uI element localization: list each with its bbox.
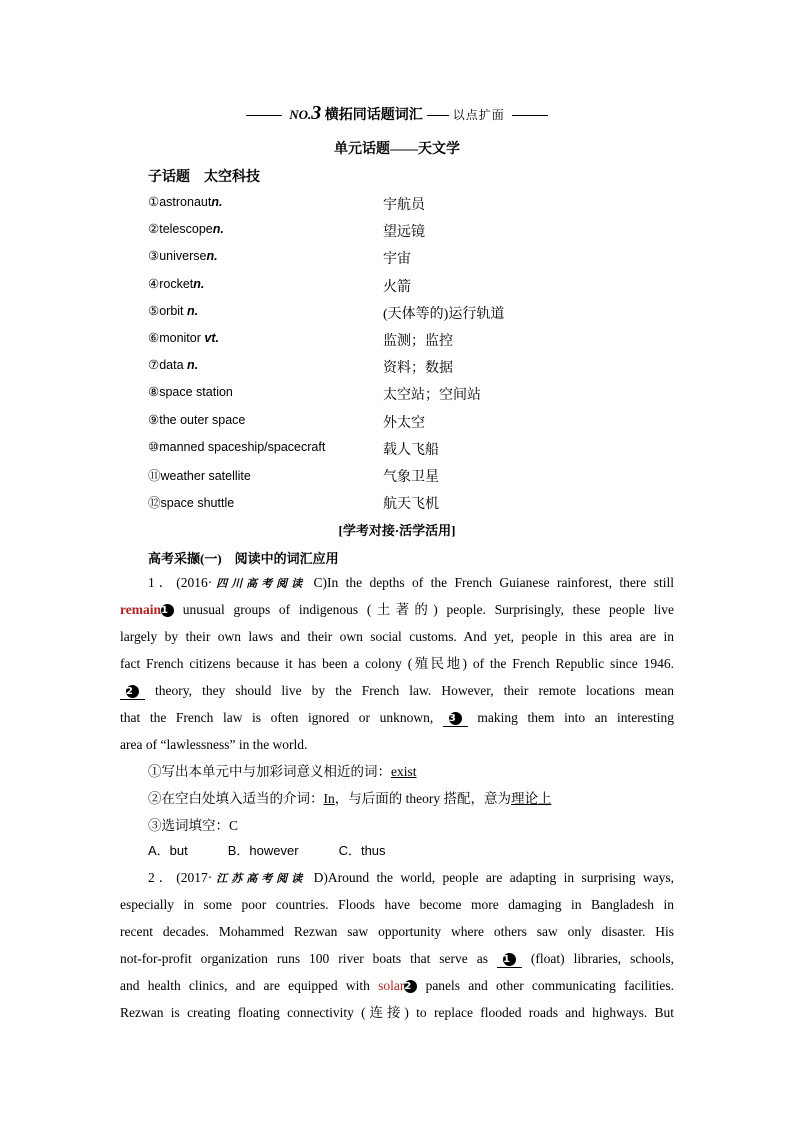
vocab-index: ⑧ (148, 385, 160, 400)
vocab-row (148, 330, 708, 352)
vocab-index: ⑥ (148, 331, 160, 345)
vocab-term (148, 412, 245, 427)
vocab-pos: n. (211, 195, 223, 209)
vocab-pos: n. (187, 303, 199, 318)
q2-line: recent decades. Mohammed Rezwan saw opportunity where others saw only disaster. His (120, 924, 674, 939)
choice-a: A．but (148, 843, 188, 858)
highlight-word: solar (378, 978, 405, 993)
vocab-row (148, 493, 708, 515)
section-subtitle: 以点扩面 (452, 108, 505, 122)
vocab-word: space station (159, 385, 233, 400)
vocab-meaning: 外太空 (383, 415, 425, 431)
q2-line: 2．(2017·江苏高考阅读 D)Around the world, people are adapting in surprising ways, (148, 870, 674, 885)
vocab-index: ⑤ (148, 303, 160, 318)
vocab-index: ③ (148, 249, 160, 264)
vocab-word: space shuttle (160, 496, 235, 511)
vocab-row (148, 357, 708, 379)
vocab-meaning: 火箭 (383, 279, 411, 295)
blank-2: 2 (120, 683, 145, 700)
vocab-term (148, 466, 251, 484)
vocab-row (148, 248, 708, 270)
vocab-word: orbit (159, 303, 188, 318)
vocab-meaning: 宇航员 (383, 198, 425, 213)
vocab-pos: n. (187, 358, 199, 373)
vocab-word: astronaut (159, 195, 212, 209)
blank-3: 3 (443, 710, 468, 727)
source-label: 四川高考阅读 (212, 578, 307, 590)
marker-2: 2 (404, 980, 417, 993)
vocab-term (148, 276, 204, 291)
vocab-row (148, 412, 708, 434)
choice-b: B．however (227, 843, 299, 858)
header-rule-right (512, 115, 548, 116)
answer-3: ③选词填空：C (148, 818, 239, 833)
vocab-index: ② (148, 222, 160, 237)
vocab-meaning: 宇宙 (383, 252, 411, 268)
q1-line: remain1 unusual groups of indigenous (土著的) people. Surprisingly, these people live (120, 602, 674, 617)
vocab-word: monitor (159, 331, 205, 345)
vocab-term (148, 439, 325, 454)
vocab-word: rocket (159, 276, 194, 291)
vocab-index: ④ (148, 276, 160, 291)
q2-line: not-for-profit organization runs 100 river boats that serve as 1 (float) libraries, schools, (120, 951, 674, 966)
answer-1: ①写出本单元中与加彩词意义相近的词：exist (148, 764, 417, 779)
q2-line: Rezwan is creating floating connectivity (连接) to replace flooded roads and highways. But (120, 1005, 674, 1020)
vocab-term (148, 330, 219, 345)
vocab-pos: n. (206, 249, 218, 264)
section-header (0, 102, 794, 125)
question-2 (120, 864, 674, 1026)
vocab-row (148, 221, 708, 243)
source-label: 江苏高考阅读 (212, 873, 307, 885)
vocab-word: telescope (159, 222, 213, 237)
section-title: 横拓同话题词汇 (324, 108, 423, 123)
choice-list (148, 840, 426, 859)
vocab-row (148, 466, 708, 488)
section-number: NO.3 (289, 102, 322, 124)
q1-line: that the French law is often ignored or unknown, 3 making them into an interesting (120, 710, 674, 725)
vocab-index: ⑪ (148, 469, 161, 483)
question-1 (120, 569, 674, 758)
header-rule-mid (427, 115, 449, 116)
q1-line: 1．(2016·四川高考阅读 C)In the depths of the French Guianese rainforest, there still (148, 575, 675, 590)
vocab-index: ① (148, 195, 160, 209)
vocab-meaning: 望远镜 (383, 225, 425, 241)
vocab-row (148, 384, 708, 406)
q2-line: and health clinics, and are equipped with solar2 panels and other communicating facilities. (120, 978, 674, 993)
vocab-term (148, 194, 222, 209)
vocab-index: ⑩ (148, 439, 160, 454)
vocab-row (148, 303, 708, 325)
vocab-pos: vt. (204, 331, 219, 345)
vocab-pos: n. (212, 222, 224, 237)
vocab-term (148, 493, 234, 511)
unit-topic: 单元话题——天文学 (334, 142, 460, 157)
vocab-word: data (159, 358, 188, 373)
vocab-meaning: 监测；监控 (383, 334, 453, 349)
vocab-word: manned spaceship/spacecraft (159, 439, 326, 454)
vocab-row (148, 439, 708, 461)
section-title: [学考对接·活学活用] (338, 523, 456, 538)
marker-1: 1 (161, 604, 174, 617)
vocab-word: weather satellite (160, 469, 251, 483)
subsection-heading: 高考采撷(一) 阅读中的词汇应用 (148, 551, 339, 566)
subtopic-title: 子话题 太空科技 (148, 170, 260, 185)
choice-c: C．thus (338, 843, 386, 858)
vocab-term (148, 303, 198, 318)
q1-line: largely by their own laws and their own social customs. And yet, people in this area are in (120, 629, 674, 644)
vocab-row (148, 276, 708, 298)
answer-2: ②在空白处填入适当的介词：In，与后面的 theory 搭配，意为理论上 (148, 791, 552, 806)
highlight-word: remain (120, 602, 161, 617)
vocab-meaning: 航天飞机 (383, 497, 439, 513)
vocab-pos: n. (193, 276, 205, 291)
vocab-index: ⑫ (148, 496, 161, 511)
vocab-word: universe (159, 249, 207, 264)
vocab-meaning: 太空站；空间站 (383, 388, 481, 404)
vocab-meaning: 资料；数据 (383, 361, 453, 377)
q1-line: fact French citizens because it has been a colony (殖民地) of the French Republic since 1946. (120, 656, 674, 671)
vocab-row (148, 194, 708, 216)
vocab-meaning: 气象卫星 (383, 470, 439, 485)
q1-line: area of “lawlessness” in the world. (120, 737, 308, 752)
vocab-index: ⑦ (148, 358, 160, 373)
vocab-index: ⑨ (148, 412, 160, 427)
vocab-term (148, 248, 218, 263)
header-rule-left (246, 115, 282, 116)
vocab-term (148, 384, 233, 399)
q1-line: 2 theory, they should live by the French law. However, their remote locations mean (120, 677, 674, 704)
vocab-term (148, 221, 224, 236)
vocab-meaning: 载人飞船 (383, 442, 439, 458)
vocab-term (148, 357, 198, 372)
blank-1: 1 (497, 951, 522, 968)
vocab-meaning: (天体等的)运行轨道 (383, 306, 505, 322)
q2-line: especially in some poor countries. Floods have become more damaging in Bangladesh in (120, 897, 674, 912)
vocab-word: the outer space (159, 412, 246, 427)
